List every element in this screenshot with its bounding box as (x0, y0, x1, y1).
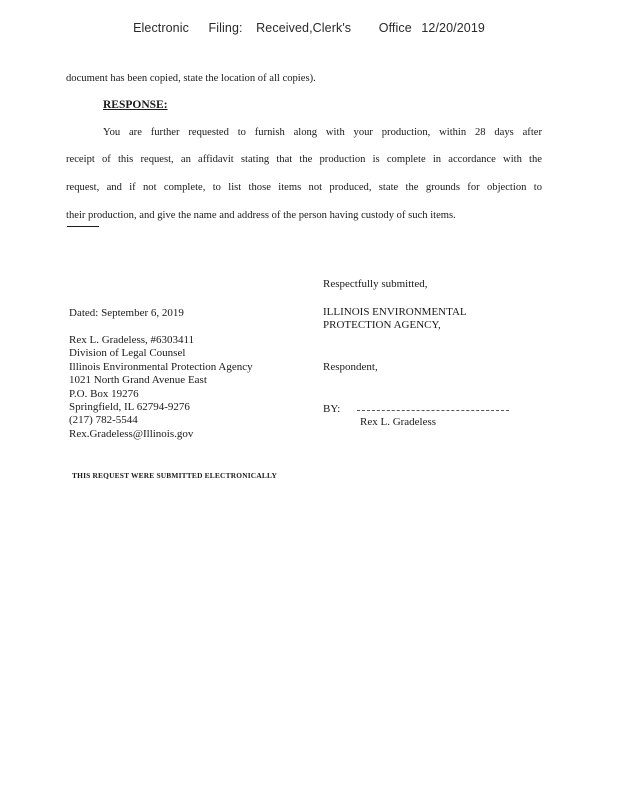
address-line: Illinois Environmental Protection Agency (69, 360, 253, 373)
agency-name-line-2: PROTECTION AGENCY, (323, 319, 441, 331)
address-line: Rex L. Gradeless, #6303411 (69, 334, 195, 346)
address-line: Springfield, IL 62794-9276 (69, 400, 190, 413)
handwritten-underline-mark (67, 226, 99, 227)
address-line: (217) 782-5544 (69, 414, 138, 427)
agency-name-line-1: ILLINOIS ENVIRONMENTAL (323, 306, 467, 318)
attorney-address-block (69, 334, 253, 441)
response-label: RESPONSE: (103, 99, 168, 111)
header-electronic: Electronic (133, 21, 189, 35)
dated-line: Dated: September 6, 2019 (69, 307, 184, 319)
header-filing: Filing: (208, 21, 243, 35)
respectfully-submitted: Respectfully submitted, (323, 278, 428, 290)
paragraph-line-3: request, and if not complete, to list those items not produced, state the grounds for objection to (66, 182, 542, 193)
electronic-submission-note: THIS REQUEST WERE SUBMITTED ELECTRONICALLY (72, 471, 277, 480)
filing-stamp-header (0, 21, 618, 35)
by-label: BY: (323, 403, 341, 415)
paragraph-line-1: You are further requested to furnish along with your production, within 28 days after (103, 127, 542, 138)
signature-line (357, 410, 509, 411)
header-received: Received,Clerk's (256, 21, 352, 35)
address-line: 1021 North Grand Avenue East (69, 374, 207, 387)
signer-name: Rex L. Gradeless (360, 416, 437, 428)
address-line: Division of Legal Counsel (69, 347, 186, 360)
header-date: 12/20/2019 (421, 21, 485, 35)
paragraph-line-2: receipt of this request, an affidavit stating that the production is complete in accordance with the (66, 154, 542, 165)
respondent-label: Respondent, (323, 361, 378, 373)
paragraph-line-4: their production, and give the name and address of the person having custody of such items. (66, 210, 456, 221)
address-line: P.O. Box 19276 (69, 387, 139, 400)
email-line: Rex.Gradeless@Illinois.gov (69, 427, 194, 440)
continuation-text: document has been copied, state the location of all copies). (66, 73, 316, 84)
header-office: Office (378, 21, 412, 35)
